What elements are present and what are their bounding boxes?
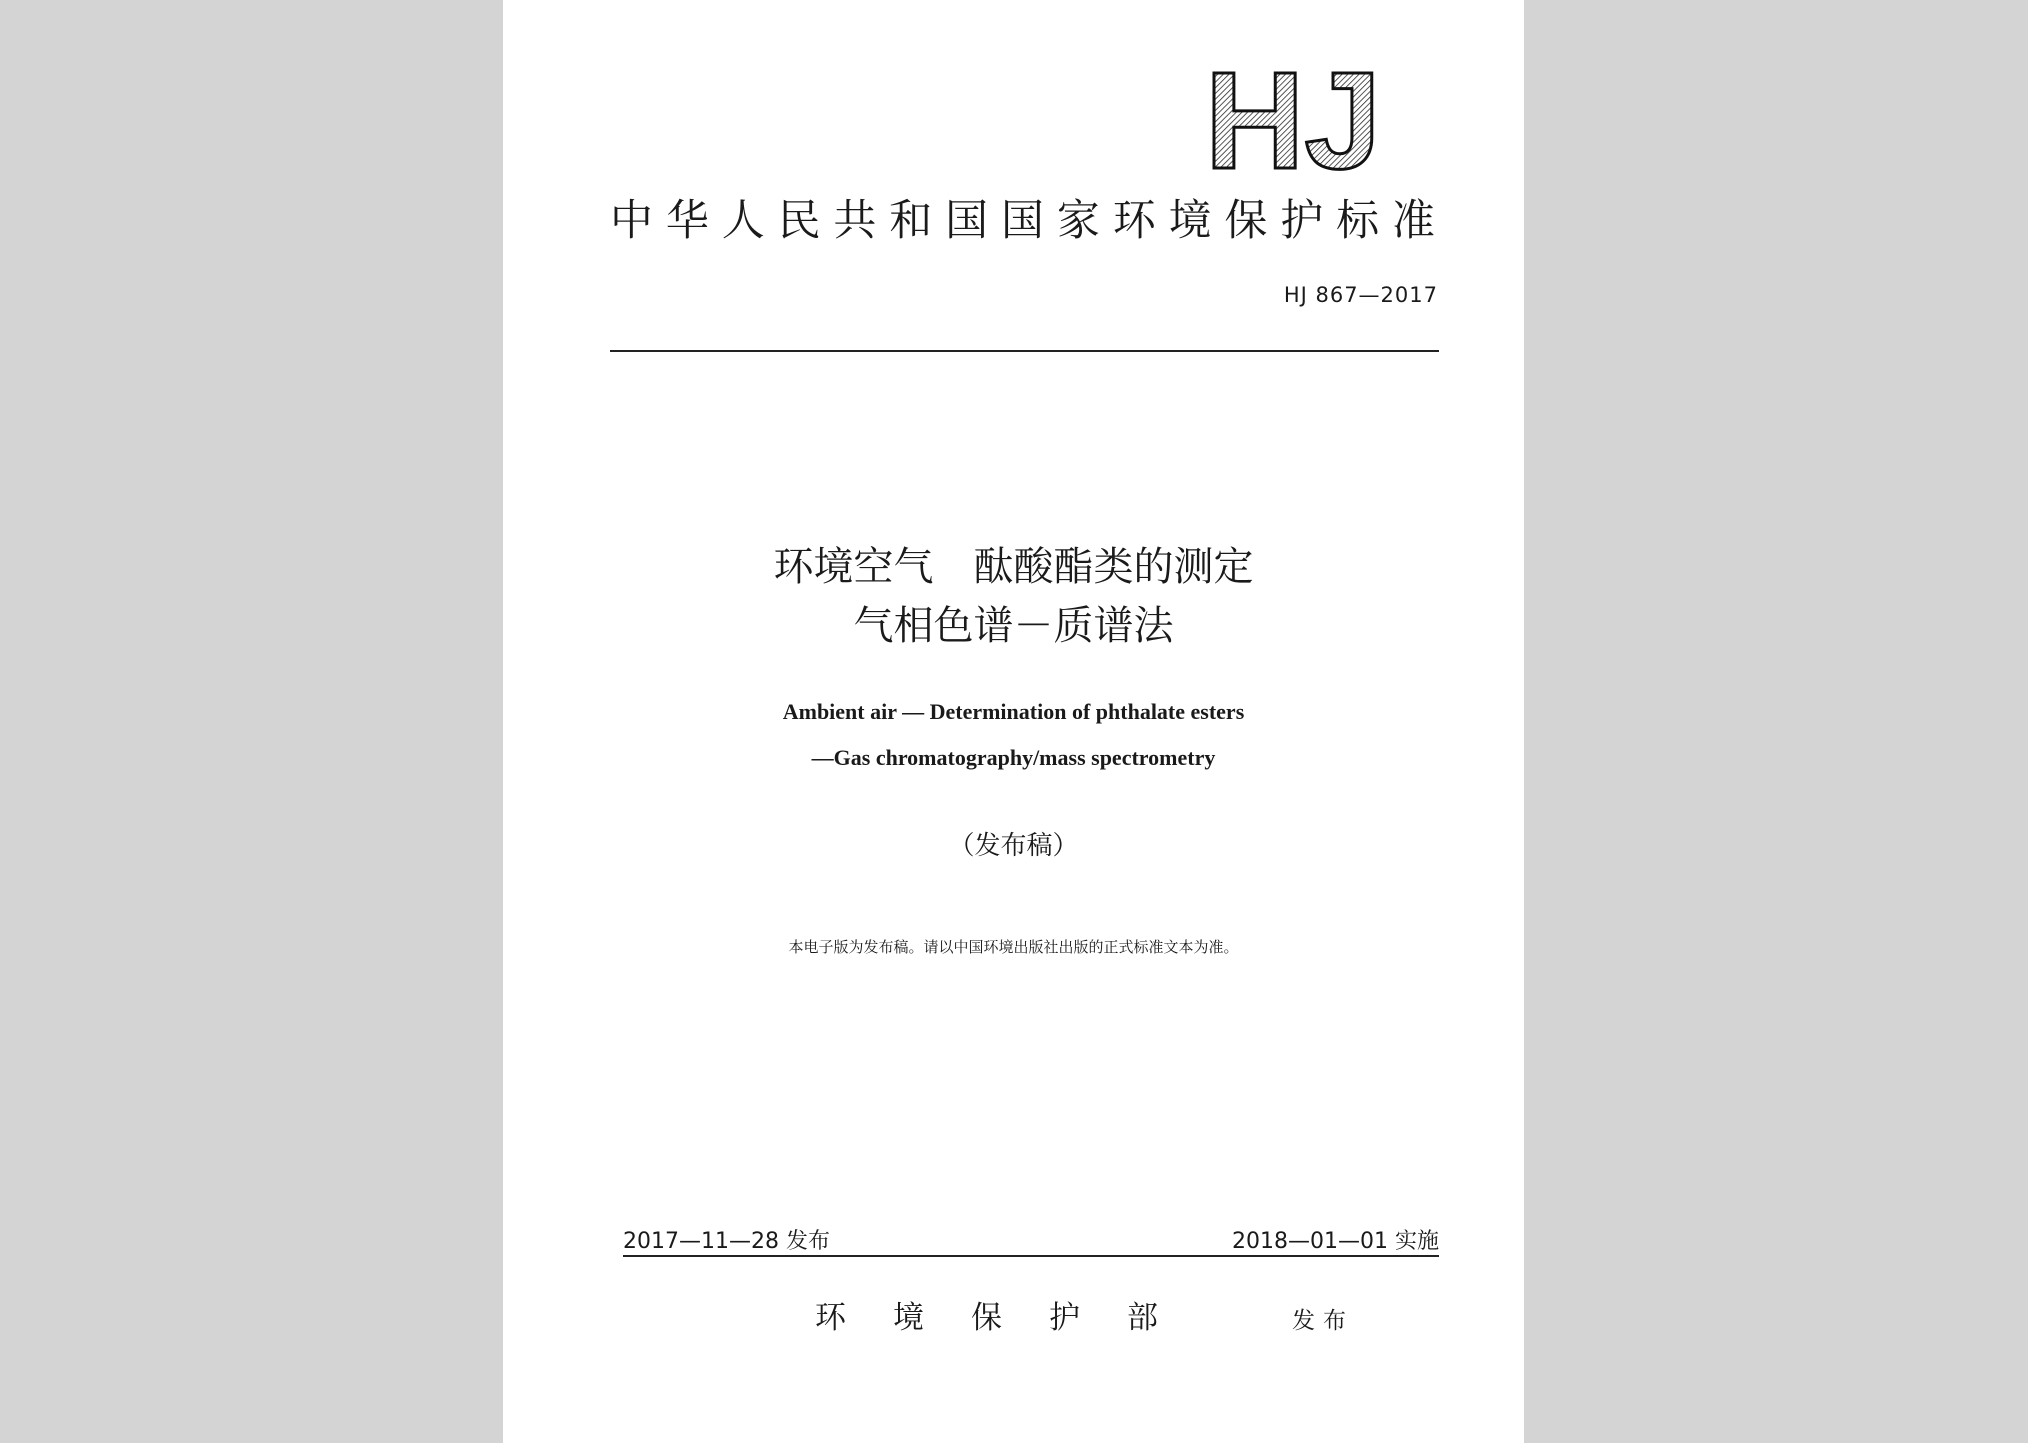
date-row	[623, 1228, 1439, 1258]
edition-note: 本电子版为发布稿。请以中国环境出版社出版的正式标准文本为准。	[788, 938, 1239, 956]
draft-label: （发布稿）	[948, 831, 1079, 861]
standard-number: HJ 867—2017	[1283, 283, 1438, 307]
issuer-action: 发布	[1292, 1308, 1354, 1334]
header-divider	[610, 350, 1439, 352]
org-title: 中华人民共和国国家环境保护标准	[610, 196, 1440, 246]
document-page	[503, 0, 1524, 1443]
footer-divider	[623, 1255, 1439, 1257]
hj-logo	[1203, 60, 1383, 180]
title-cn-line2: 气相色谱－质谱法	[853, 603, 1174, 649]
title-cn-line1: 环境空气 酞酸酯类的测定	[773, 544, 1254, 590]
effective-date: 2018—01—01 实施	[1232, 1229, 1439, 1254]
issue-date: 2017—11—28 发布	[623, 1229, 830, 1254]
title-en-line2: —Gas chromatography/mass spectrometry	[811, 745, 1216, 770]
title-en-line1: Ambient air — Determination of phthalate esters	[782, 699, 1245, 724]
issuer-name: 环境保护部	[815, 1300, 1205, 1336]
logo-text: HJ	[1204, 60, 1382, 180]
